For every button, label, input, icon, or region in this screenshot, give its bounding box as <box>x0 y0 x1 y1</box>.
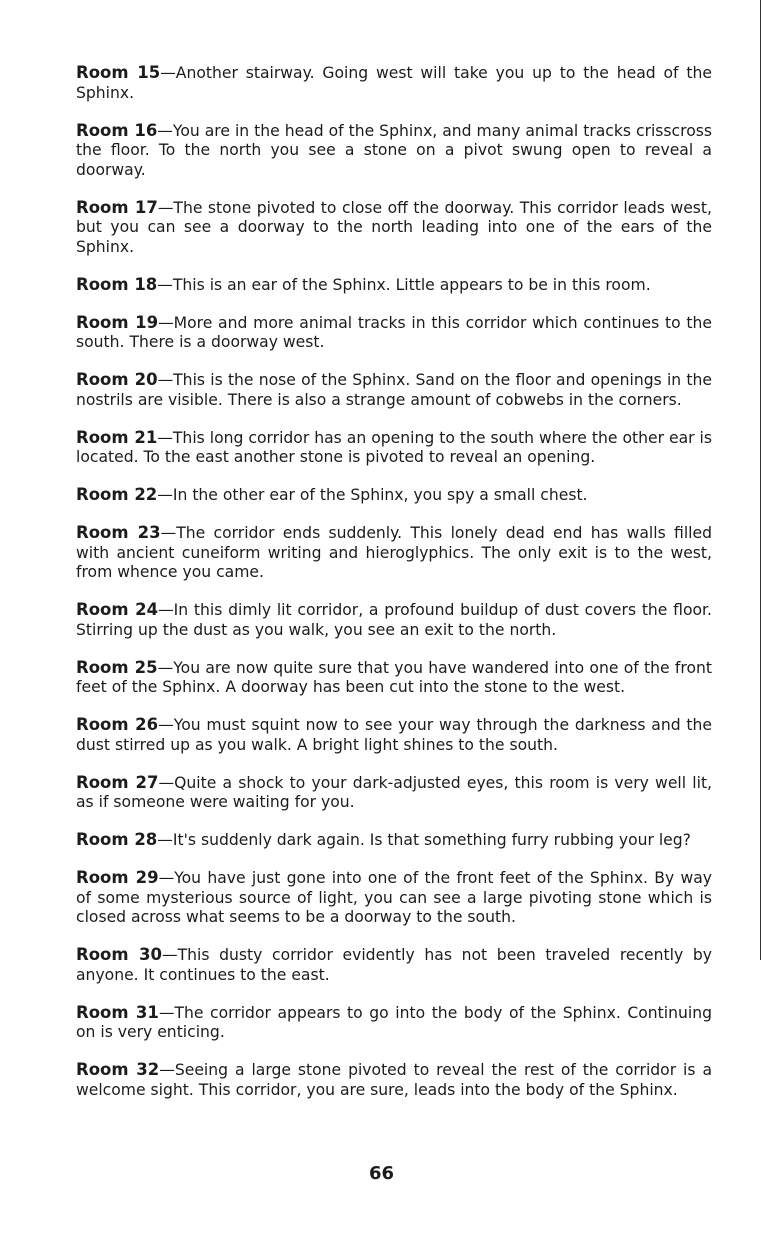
em-dash: — <box>161 946 178 964</box>
room-description: You must squint now to see your way through the darkness and the dust stirred up as you walk. A bright light shines to the south. <box>76 716 713 754</box>
room-entry <box>76 428 712 468</box>
em-dash: — <box>158 1003 175 1022</box>
room-label: Room 28 <box>76 830 158 849</box>
room-label: Room 27 <box>76 772 159 792</box>
room-description: The stone pivoted to close off the doorway. This corridor leads west, but you can see a doorway to the north leading into one of the ears of the Sphinx. <box>76 198 712 256</box>
em-dash: — <box>157 121 173 140</box>
room-entry <box>76 198 712 258</box>
room-entry <box>76 63 712 103</box>
room-entry <box>76 1003 712 1043</box>
page-number: 66 <box>368 1163 395 1184</box>
room-description: The corridor appears to go into the body of the Sphinx. Continuing on is very enticing. <box>76 1003 713 1041</box>
em-dash: — <box>157 198 174 217</box>
room-label: Room 18 <box>76 274 158 294</box>
room-description: You are in the head of the Sphinx, and many animal tracks crisscross the floor. To the north you see a stone on a pivot swung open to reveal a doorway. <box>76 121 712 179</box>
em-dash: — <box>158 601 174 619</box>
room-entry <box>76 773 712 813</box>
room-description: Quite a shock to your dark-adjusted eyes, this room is very well lit, as if someone were waiting for you. <box>76 773 713 811</box>
room-label: Room 24 <box>76 600 159 619</box>
room-entry <box>76 658 712 698</box>
room-description: This is an ear of the Sphinx. Little appears to be in this room. <box>172 275 651 294</box>
room-label: Room 26 <box>76 715 159 734</box>
room-description: Another stairway. Going west will take you up to the head of the Sphinx. <box>76 64 712 102</box>
em-dash: — <box>158 716 174 734</box>
em-dash: — <box>157 371 174 389</box>
room-descriptions <box>76 63 712 1118</box>
room-entry <box>76 313 712 353</box>
room-description: The corridor ends suddenly. This lonely dead end has walls filled with ancient cuneiform writing and hieroglyphics. The only exit is to the west, from whence you came. <box>76 524 712 581</box>
room-label: Room 16 <box>76 120 158 140</box>
room-entry <box>76 523 712 583</box>
em-dash: — <box>160 524 177 542</box>
room-label: Room 22 <box>76 485 158 504</box>
room-description: You are now quite sure that you have wandered into one of the front feet of the Sphinx. A doorway has been cut into the stone to the west. <box>76 658 712 696</box>
em-dash: — <box>158 869 175 887</box>
room-description: This is the nose of the Sphinx. Sand on the floor and openings in the nostrils are visible. There is also a strange amount of cobwebs in the corners. <box>76 371 713 409</box>
room-description: You have just gone into one of the front feet of the Sphinx. By way of some mysterious source of light, you can see a large pivoting stone which is closed across what seems to be a doorway to the south. <box>76 869 712 926</box>
room-label: Room 20 <box>76 370 158 389</box>
em-dash: — <box>157 486 173 504</box>
em-dash: — <box>158 313 174 332</box>
room-label: Room 23 <box>76 523 161 542</box>
room-description: Seeing a large stone pivoted to reveal the rest of the corridor is a welcome sight. This corridor, you are sure, leads into the body of the Sphinx. <box>76 1061 712 1099</box>
room-entry <box>76 945 712 985</box>
room-entry <box>76 830 712 851</box>
room-description: More and more animal tracks in this corridor which continues to the south. There is a doorway west. <box>76 313 712 351</box>
room-label: Room 31 <box>76 1002 159 1022</box>
room-entry <box>76 1060 712 1100</box>
room-entry <box>76 275 712 296</box>
room-entry <box>76 715 712 755</box>
room-label: Room 21 <box>76 427 158 447</box>
room-description: In this dimly lit corridor, a profound buildup of dust covers the floor. Stirring up the dust as you walk, you see an exit to the north. <box>76 601 712 639</box>
em-dash: — <box>160 64 176 82</box>
room-entry <box>76 600 712 640</box>
room-entry <box>76 868 712 928</box>
em-dash: — <box>157 428 173 447</box>
room-label: Room 15 <box>76 63 161 82</box>
em-dash: — <box>157 831 173 849</box>
room-entry <box>76 121 712 181</box>
room-label: Room 29 <box>76 868 159 887</box>
room-label: Room 30 <box>76 945 162 964</box>
room-description: It's suddenly dark again. Is that something furry rubbing your leg? <box>172 831 691 849</box>
em-dash: — <box>157 658 174 677</box>
room-description: This dusty corridor evidently has not been traveled recently by anyone. It continues to the east. <box>76 946 712 984</box>
room-label: Room 25 <box>76 657 158 677</box>
room-description: This long corridor has an opening to the south where the other ear is located. To the east another stone is pivoted to reveal an opening. <box>76 428 712 466</box>
room-entry <box>76 370 712 410</box>
room-label: Room 17 <box>76 197 158 217</box>
room-label: Room 32 <box>76 1060 160 1079</box>
em-dash: — <box>158 773 175 792</box>
em-dash: — <box>159 1061 175 1079</box>
em-dash: — <box>157 275 173 294</box>
room-entry <box>76 485 712 506</box>
room-description: In the other ear of the Sphinx, you spy a small chest. <box>172 486 588 504</box>
room-label: Room 19 <box>76 312 159 332</box>
page-edge-line <box>760 0 761 960</box>
